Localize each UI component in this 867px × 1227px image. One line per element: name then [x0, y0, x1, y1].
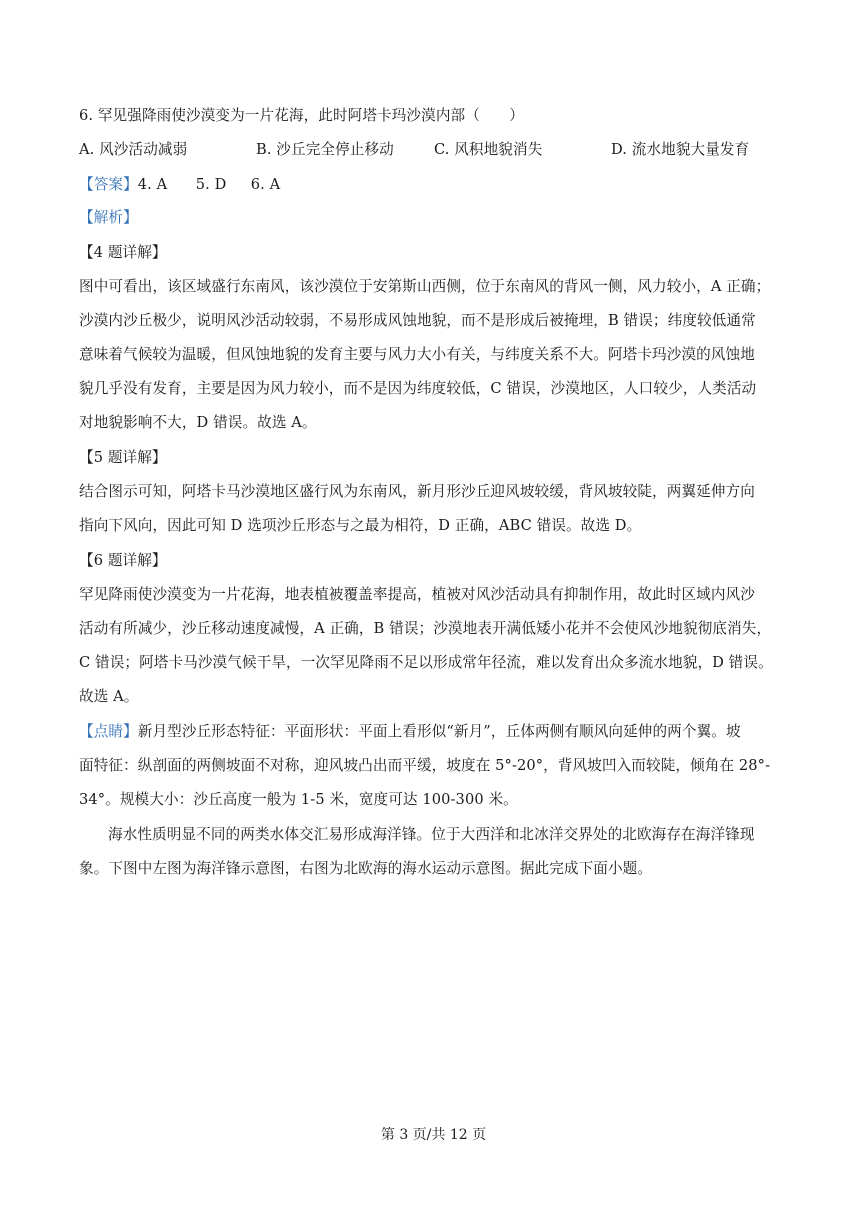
q4-line: 对地貌影响不大，D 错误。故选 A。 — [79, 414, 317, 431]
q6-line: 活动有所减少，沙丘移动速度减慢，A 正确，B 错误；沙漠地表开满低矮小花并不会使风沙地貌彻底消失， — [79, 620, 772, 637]
q6-heading: 【6 题详解】 — [79, 552, 167, 569]
intro-line: 海水性质明显不同的两类水体交汇易形成海洋锋。位于大西洋和北冰洋交界处的北欧海存在海洋锋现 — [108, 826, 755, 843]
q5-line: 结合图示可知，阿塔卡马沙漠地区盛行风为东南风，新月形沙丘迎风坡较缓，背风坡较陡，两翼延伸方向 — [79, 483, 755, 500]
q6-line: 罕见降雨使沙漠变为一片花海，地表植被覆盖率提高，植被对风沙活动具有抑制作用，故此时区域内风沙 — [79, 586, 755, 603]
question-6-options — [79, 140, 799, 160]
q4-line: 貌几乎没有发育，主要是因为风力较小，而不是因为纬度较低，C 错误，沙漠地区，人口较少，人类活动 — [79, 380, 757, 397]
q4-line: 图中可看出，该区域盛行东南风，该沙漠位于安第斯山西侧，位于东南风的背风一侧，风力较小，A 正确； — [79, 278, 771, 295]
q4-line: 沙漠内沙丘极少，说明风沙活动较弱，不易形成风蚀地貌，而不是形成后被掩埋，B 错误；纬度较低通常 — [79, 312, 756, 329]
option-c: C. 风积地貌消失 — [434, 141, 543, 158]
analysis-label: 【解析】 — [79, 209, 138, 226]
option-b: B. 沙丘完全停止移动 — [256, 141, 394, 158]
q5-line: 指向下风向，因此可知 D 选项沙丘形态与之最为相符，D 正确，ABC 错误。故选 D。 — [79, 517, 642, 534]
tip-first-line — [79, 722, 799, 742]
answer-item: 5. D — [195, 176, 227, 193]
option-d: D. 流水地貌大量发育 — [611, 141, 750, 158]
option-a: A. 风沙活动减弱 — [79, 141, 188, 158]
question-6-stem: 6. 罕见强降雨使沙漠变为一片花海，此时阿塔卡玛沙漠内部（ ） — [79, 107, 524, 124]
intro-line: 象。下图中左图为海洋锋示意图，右图为北欧海的海水运动示意图。据此完成下面小题。 — [79, 860, 653, 877]
q5-heading: 【5 题详解】 — [79, 449, 167, 466]
tip-label: 【点睛】 — [79, 723, 138, 740]
answer-item: 4. A — [137, 176, 168, 193]
answer-label: 【答案】 — [79, 176, 138, 193]
q6-line: 故选 A。 — [79, 688, 139, 705]
tip-line: 面特征：纵剖面的两侧坡面不对称，迎风坡凸出而平缓，坡度在 5°-20°，背风坡凹入而较陡，倾角在 28°- — [79, 757, 771, 774]
q4-heading: 【4 题详解】 — [79, 244, 167, 261]
page-number: 第 3 页/共 12 页 — [380, 1127, 487, 1143]
q4-line: 意味着气候较为温暖，但风蚀地貌的发育主要与风力大小有关，与纬度关系不大。阿塔卡玛沙漠的风蚀地 — [79, 346, 755, 363]
answer-line — [79, 175, 799, 195]
q6-line: C 错误；阿塔卡马沙漠气候干旱，一次罕见降雨不足以形成常年径流，难以发育出众多流水地貌，D 错误。 — [79, 654, 773, 671]
tip-line: 34°。规模大小：沙丘高度一般为 1-5 米，宽度可达 100-300 米。 — [79, 791, 518, 808]
tip-text: 新月型沙丘形态特征：平面形状：平面上看形似“新月”，丘体两侧有顺风向延伸的两个翼。坡 — [137, 723, 741, 740]
answer-item: 6. A — [250, 176, 281, 193]
